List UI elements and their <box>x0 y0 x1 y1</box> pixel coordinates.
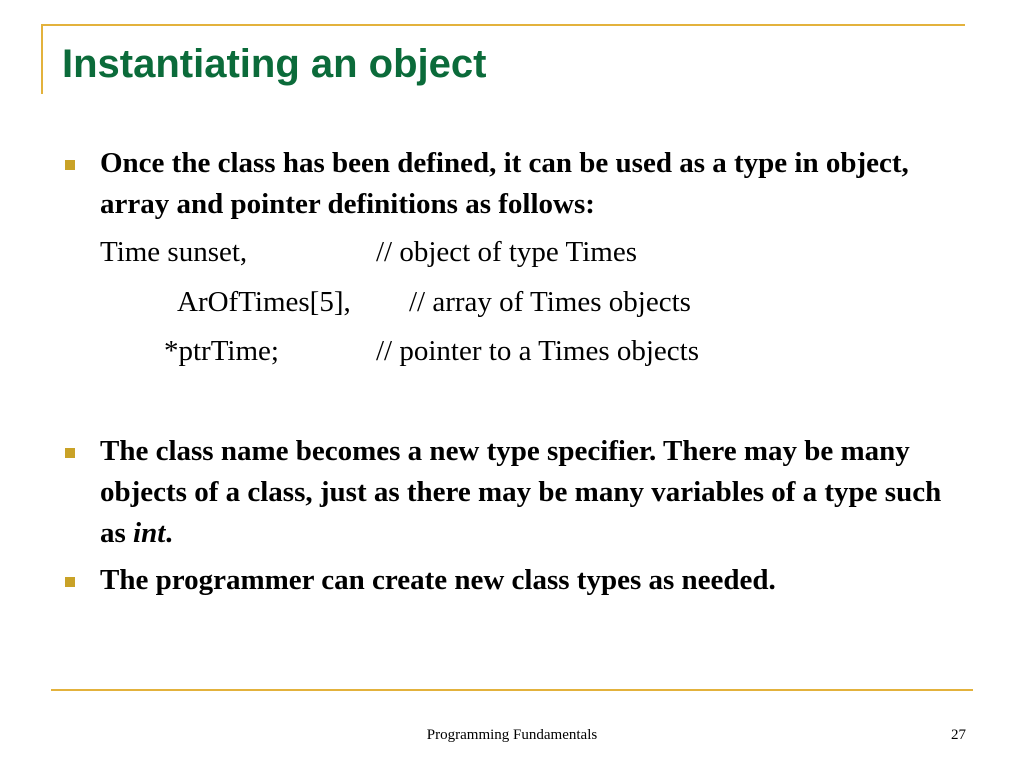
code-decl-1: Time sunset, <box>100 236 248 268</box>
square-bullet-icon <box>65 448 75 458</box>
page-number: 27 <box>951 727 966 743</box>
bullet-2-emphasis: int <box>133 517 166 549</box>
code-decl-2: ArOfTimes[5], <box>177 286 351 318</box>
bullet-2-text <box>100 431 950 554</box>
bullet-3-text: The programmer can create new class types as needed. <box>100 564 776 596</box>
square-bullet-icon <box>65 160 75 170</box>
footer-rule <box>51 689 973 691</box>
footer-title: Programming Fundamentals <box>426 727 598 743</box>
code-comment-3: // pointer to a Times objects <box>376 335 700 367</box>
square-bullet-icon <box>65 577 75 587</box>
frame-top-rule <box>41 24 965 26</box>
bullet-2-end: . <box>165 517 173 549</box>
code-comment-1: // object of type Times <box>376 236 637 268</box>
bullet-1-text: Once the class has been defined, it can be used as a type in object, array and pointer definitions as follows: <box>100 147 909 220</box>
bullet-2-main: The class name becomes a new type specifier. There may be many objects of a class, just as there may be many variables of a type such as <box>100 435 942 549</box>
slide-title: Instantiating an object <box>62 42 487 86</box>
frame-left-rule <box>41 24 43 94</box>
code-decl-3: *ptrTime; <box>164 335 279 367</box>
code-comment-2: // array of Times objects <box>409 286 691 318</box>
